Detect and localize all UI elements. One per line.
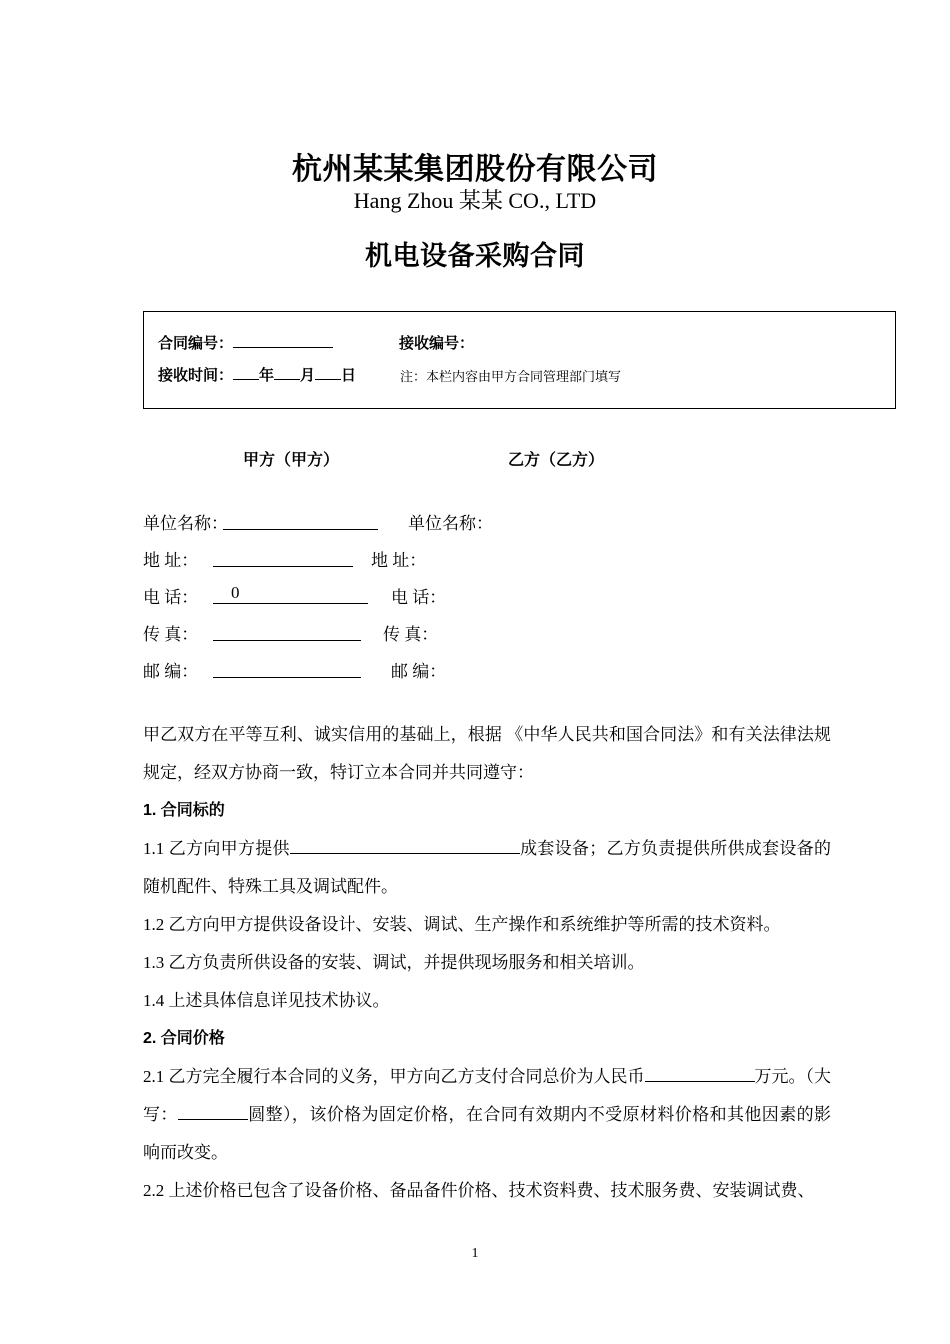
contract-no-blank[interactable] [233, 347, 333, 348]
company-name-cn: 杭州某某集团股份有限公司 [292, 153, 658, 186]
contract-no-row [158, 332, 333, 353]
party-row-postcode [143, 657, 843, 687]
party-a-address-label: 地 址： [143, 551, 199, 570]
party-b-fax-label: 传 真： [383, 625, 439, 644]
clause-1-2: 1.2 乙方向甲方提供设备设计、安装、调试、生产操作和系统维护等所需的技术资料。 [143, 915, 781, 934]
party-row-fax [143, 620, 843, 650]
party-a-fax-blank[interactable] [213, 620, 361, 641]
receive-no-row [399, 332, 474, 353]
party-row-phone [143, 583, 843, 613]
party-b-phone-label: 电 话： [391, 588, 447, 607]
clause-1-1-text-after: 成套设备；乙方负责提供所供成套设备的随机配件、特殊工具及调试配件。 [143, 839, 832, 896]
receive-day-blank[interactable] [315, 379, 341, 380]
year-unit: 年 [259, 367, 275, 384]
party-a-phone-label: 电 话： [143, 588, 199, 607]
reception-box [143, 311, 896, 409]
page-number: 1 [471, 1246, 479, 1261]
clause-2-1-amount-words-blank[interactable] [178, 1101, 248, 1120]
party-row-company-name [143, 509, 843, 539]
section-1-heading: 1. 合同标的 [143, 802, 225, 819]
party-a-phone-value: 0 [231, 583, 240, 602]
receive-month-blank[interactable] [274, 379, 300, 380]
party-a-address-blank[interactable] [213, 546, 353, 567]
clause-2-1-amount-blank[interactable] [645, 1063, 755, 1082]
party-b-postcode-label: 邮 编： [391, 662, 447, 681]
party-a-postcode-label: 邮 编： [143, 662, 199, 681]
party-b-heading: 乙方（乙方） [508, 452, 605, 469]
clause-2-1 [143, 1058, 831, 1172]
contract-body [143, 716, 831, 1210]
contract-no-label: 合同编号： [158, 335, 234, 352]
clause-2-2: 2.2 上述价格已包含了设备价格、备品备件价格、技术资料费、技术服务费、安装调试费、 [143, 1181, 815, 1200]
party-b-company-name-label: 单位名称： [408, 514, 493, 533]
receive-time-label: 接收时间： [158, 367, 234, 384]
preamble-paragraph: 甲乙双方在平等互利、诚实信用的基础上，根据 《中华人民共和国合同法》和有关法律法规规定，经双方协商一致，特订立本合同并共同遵守： [143, 725, 831, 782]
day-unit: 日 [341, 367, 357, 384]
clause-1-1-text-before: 1.1 乙方向甲方提供 [143, 839, 290, 858]
party-a-company-name-blank[interactable] [223, 509, 378, 530]
receive-no-label: 接收编号： [399, 335, 475, 352]
month-unit: 月 [300, 367, 316, 384]
clause-1-1-blank[interactable] [290, 835, 520, 854]
clause-1-3: 1.3 乙方负责所供设备的安装、调试，并提供现场服务和相关培训。 [143, 953, 645, 972]
receive-time-row [158, 364, 356, 385]
company-name-en: Hang Zhou 某某 CO., LTD [353, 188, 597, 213]
party-a-postcode-blank[interactable] [213, 657, 361, 678]
party-b-address-label: 地 址： [371, 551, 427, 570]
clause-2-1-text-mid: 万元。（大写： [143, 1067, 831, 1124]
clause-1-4: 1.4 上述具体信息详见技术协议。 [143, 991, 390, 1010]
clause-2-1-text-after: 圆整），该价格为固定价格，在合同有效期内不受原材料价格和其他因素的影响而改变。 [143, 1105, 832, 1162]
clause-1-1 [143, 830, 831, 906]
section-2-heading: 2. 合同价格 [143, 1030, 225, 1047]
party-a-company-name-label: 单位名称： [143, 514, 228, 533]
contract-title: 机电设备采购合同 [365, 241, 585, 271]
receive-year-blank[interactable] [233, 379, 259, 380]
party-row-address [143, 546, 843, 576]
reception-note: 注：本栏内容由甲方合同管理部门填写 [400, 369, 622, 384]
clause-2-1-text-before: 2.1 乙方完全履行本合同的义务，甲方向乙方支付合同总价为人民币 [143, 1067, 645, 1086]
party-a-fax-label: 传 真： [143, 625, 199, 644]
party-a-heading: 甲方（甲方） [243, 452, 340, 469]
